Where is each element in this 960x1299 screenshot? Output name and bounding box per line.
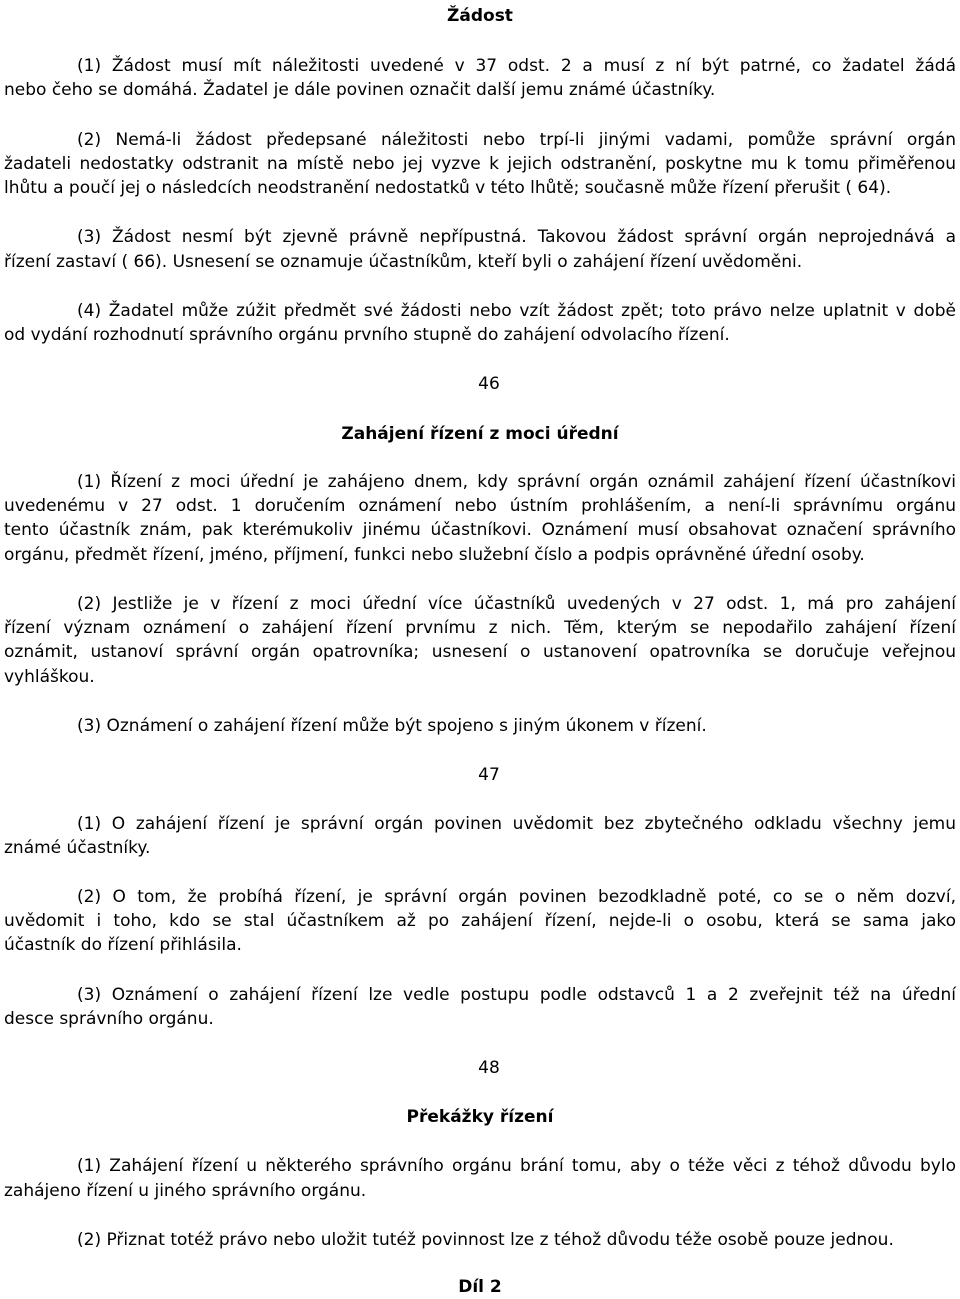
paragraph-line: řízení zastaví ( 66). Usnesení se oznamuje účastníkům, kteří byli o zahájení řízení uvědoměni. bbox=[4, 252, 803, 272]
section-number-47: 47 bbox=[478, 765, 500, 785]
paragraph-line: (1) Řízení z moci úřední je zahájeno dnem, kdy správní orgán oznámil zahájení řízení účastníkovi bbox=[77, 472, 956, 492]
part-heading: Díl 2 bbox=[458, 1277, 502, 1297]
paragraph-line: řízení význam oznámení o zahájení řízení prvnímu z nich. Těm, kterým se nepodařilo zahájení řízení bbox=[4, 618, 956, 638]
paragraph-line: orgánu, předmět řízení, jméno, příjmení, funkci nebo služební číslo a podpis oprávněné úřední osoby. bbox=[4, 545, 865, 565]
paragraph-line: desce správního orgánu. bbox=[4, 1009, 214, 1029]
paragraph-line: (1) Zahájení řízení u některého správního orgánu brání tomu, aby o téže věci z téhož důvodu bylo bbox=[77, 1156, 956, 1176]
paragraph-line: (3) Oznámení o zahájení řízení lze vedle postupu podle odstavců 1 a 2 zveřejnit též na úřední bbox=[77, 985, 956, 1005]
paragraph-line: zahájeno řízení u jiného správního orgánu. bbox=[4, 1181, 367, 1201]
paragraph-line: (2) Přiznat totéž právo nebo uložit tutéž povinnost lze z téhož důvodu téže osobě pouze jednou. bbox=[77, 1230, 894, 1250]
section-heading-zadost: Žádost bbox=[447, 6, 513, 26]
paragraph-line: účastník do řízení přihlásila. bbox=[4, 935, 242, 955]
paragraph-line: uvedenému v 27 odst. 1 doručením oznámení nebo ústním prohlášením, a není-li správnímu orgánu bbox=[4, 496, 956, 516]
section-heading-46: Zahájení řízení z moci úřední bbox=[341, 424, 619, 444]
paragraph-line: uvědomit i toho, kdo se stal účastníkem až po zahájení řízení, nejde-li o osobu, která se sama jako bbox=[4, 911, 956, 931]
paragraph-line: lhůtu a poučí jej o následcích neodstranění nedostatků v této lhůtě; současně může řízení přerušit ( 64). bbox=[4, 178, 892, 198]
paragraph-line: (1) Žádost musí mít náležitosti uvedené v 37 odst. 2 a musí z ní být patrné, co žadatel žádá bbox=[77, 56, 956, 76]
paragraph-line: (3) Žádost nesmí být zjevně právně nepřípustná. Takovou žádost správní orgán neprojednává a bbox=[77, 227, 956, 247]
paragraph-line: oznámit, ustanoví správní orgán opatrovníka; usnesení o ustanovení opatrovníka se doručuje veřejnou bbox=[4, 642, 956, 662]
paragraph-line: od vydání rozhodnutí správního orgánu prvního stupně do zahájení odvolacího řízení. bbox=[4, 325, 730, 345]
paragraph-line: (1) O zahájení řízení je správní orgán povinen uvědomit bez zbytečného odkladu všechny jemu bbox=[77, 814, 956, 834]
paragraph-line: (3) Oznámení o zahájení řízení může být spojeno s jiným úkonem v řízení. bbox=[77, 716, 707, 736]
paragraph-line: tento účastník znám, pak kterémukoliv jinému účastníkovi. Oznámení musí obsahovat označení správního bbox=[4, 520, 956, 540]
paragraph-line: nebo čeho se domáhá. Žadatel je dále povinen označit další jemu známé účastníky. bbox=[4, 80, 716, 100]
paragraph-line: vyhláškou. bbox=[4, 667, 95, 687]
paragraph-line: (2) Nemá-li žádost předepsané náležitosti nebo trpí-li jinými vadami, pomůže správní orgán bbox=[77, 130, 956, 150]
section-number-46: 46 bbox=[478, 374, 500, 394]
paragraph-line: žadateli nedostatky odstranit na místě nebo jej vyzve k jejich odstranění, poskytne mu k tomu přiměřenou bbox=[4, 154, 956, 174]
paragraph-line: (4) Žadatel může zúžit předmět své žádosti nebo vzít žádost zpět; toto právo nelze uplatnit v době bbox=[77, 301, 956, 321]
paragraph-line: (2) O tom, že probíhá řízení, je správní orgán povinen bezodkladně poté, co se o něm dozví, bbox=[77, 887, 956, 907]
section-heading-48: Překážky řízení bbox=[406, 1107, 554, 1127]
paragraph-line: (2) Jestliže je v řízení z moci úřední více účastníků uvedených v 27 odst. 1, má pro zahájení bbox=[77, 594, 956, 614]
section-number-48: 48 bbox=[478, 1058, 500, 1078]
paragraph-line: známé účastníky. bbox=[4, 838, 151, 858]
